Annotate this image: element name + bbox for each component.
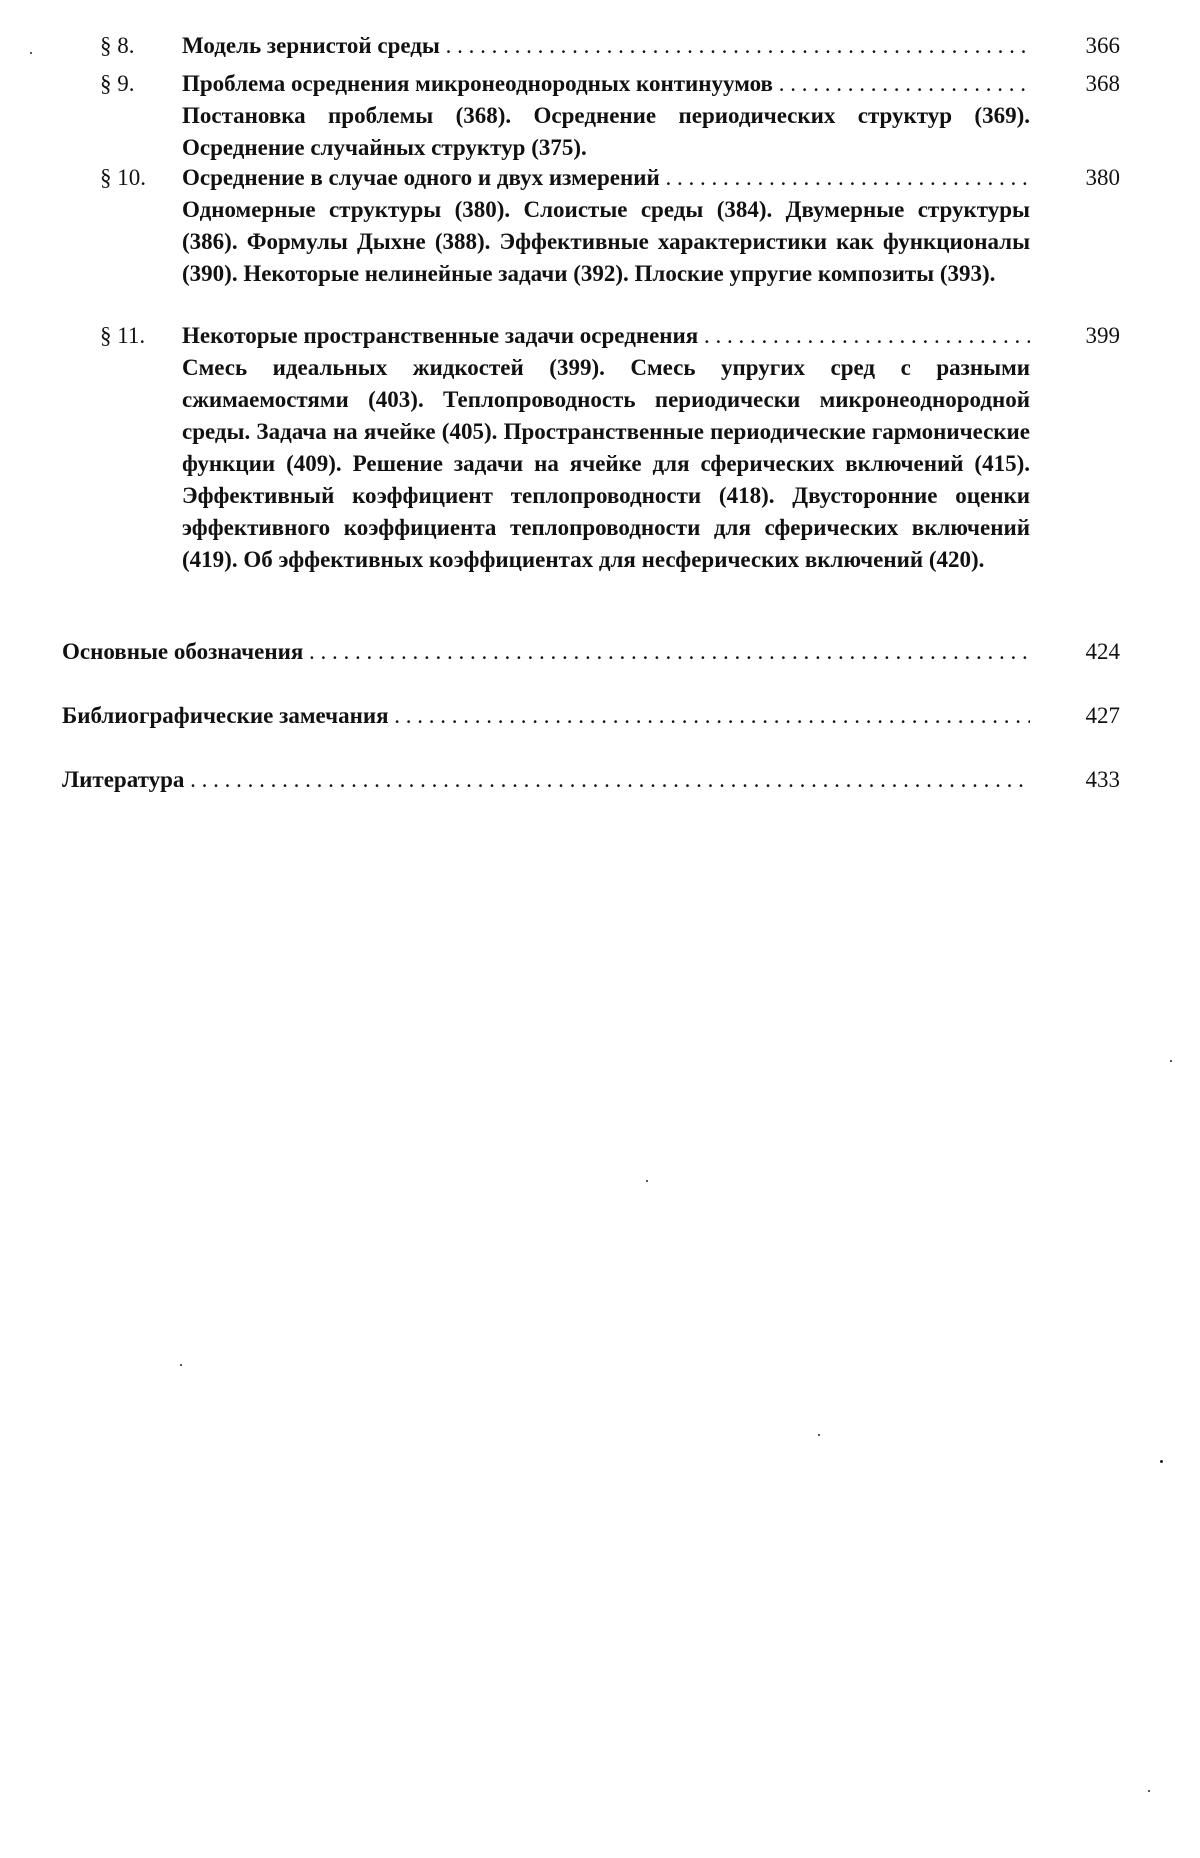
entry-title: Основные обозначения . . . xyxy=(62,636,1030,668)
subtopic: Постановка проблемы (368). xyxy=(182,103,512,128)
entry-page-number: 424 xyxy=(1085,639,1120,664)
section-title: Проблема осреднения микронеоднородных континуумов . . . xyxy=(182,68,1030,100)
entry-title: Библиографические замечания . . . xyxy=(62,700,1030,732)
section-number: § 8. xyxy=(100,33,135,58)
toc-entry-literature xyxy=(62,764,1120,796)
section-title: Модель зернистой среды . . . xyxy=(182,30,1030,62)
subtopic: Эффективные характеристики как функционалы (390). xyxy=(182,229,1031,286)
scan-speck xyxy=(30,52,32,54)
scan-speck xyxy=(646,1180,648,1182)
subtopic: Пространственные периодические гармонические функции (409). xyxy=(182,419,1031,476)
section-heading xyxy=(182,320,1120,352)
section-heading xyxy=(182,162,1120,194)
toc-entry-bibliographic-notes xyxy=(62,700,1120,732)
section-page-number: 399 xyxy=(1085,323,1120,348)
section-page-number: 368 xyxy=(1085,71,1120,96)
subtopic: Двусторонние оценки эффективного коэффициента теплопроводности для сферических включений (419). xyxy=(182,483,1030,572)
section-page-number: 366 xyxy=(1085,33,1120,58)
scan-speck xyxy=(818,1434,820,1436)
scan-speck xyxy=(1170,1060,1172,1062)
entry-title: Литература . . . xyxy=(62,764,1030,796)
subtopic: Одномерные структуры (380). xyxy=(182,197,511,222)
section-subtopics xyxy=(182,352,1030,576)
subtopic: Теплопроводность периодически микронеоднородной среды. Задача на ячейке (405). xyxy=(182,387,1030,444)
section-heading xyxy=(182,30,1120,62)
subtopic: Осреднение случайных структур (375). xyxy=(182,135,587,160)
scan-speck xyxy=(1148,1790,1150,1792)
scan-speck xyxy=(180,1364,182,1366)
entry-page-number: 433 xyxy=(1085,767,1120,792)
subtopic: Смесь идеальных жидкостей (399). xyxy=(182,355,605,380)
section-title: Некоторые пространственные задачи осреднения . . . xyxy=(182,320,1030,352)
subtopic: Формулы Дыхне (388). xyxy=(246,229,491,254)
toc-section-9 xyxy=(100,68,1120,164)
section-number: § 11. xyxy=(100,323,146,348)
section-subtopics xyxy=(182,100,1030,164)
subtopic: Некоторые нелинейные задачи (392). xyxy=(243,261,629,286)
subtopic: Решение задачи на ячейке для сферических включений (415). xyxy=(352,451,1031,476)
section-page-number: 380 xyxy=(1085,165,1120,190)
scan-speck xyxy=(1160,1460,1163,1463)
section-title: Осреднение в случае одного и двух измерений . . . xyxy=(182,162,1030,194)
entry-page-number: 427 xyxy=(1085,703,1120,728)
subtopic: Двумерные структуры (386). xyxy=(182,197,1030,254)
toc-section-10 xyxy=(100,162,1120,322)
section-subtopics xyxy=(182,194,1030,290)
subtopic: Смесь упругих сред с разными сжимаемостями (403). xyxy=(182,355,1030,412)
section-heading xyxy=(182,68,1120,100)
section-number: § 10. xyxy=(100,165,146,190)
subtopic: Осреднение периодических структур (369). xyxy=(533,103,1030,128)
section-number: § 9. xyxy=(100,71,135,96)
subtopic: Плоские упругие композиты (393). xyxy=(634,261,996,286)
toc-section-11 xyxy=(100,320,1120,608)
toc-entry-notation xyxy=(62,636,1120,668)
subtopic: Об эффективных коэффициентах для несферических включений (420). xyxy=(243,547,985,572)
subtopic: Слоистые среды (384). xyxy=(523,197,773,222)
subtopic: Эффективный коэффициент теплопроводности (418). xyxy=(182,483,775,508)
toc-section-8 xyxy=(100,30,1120,62)
